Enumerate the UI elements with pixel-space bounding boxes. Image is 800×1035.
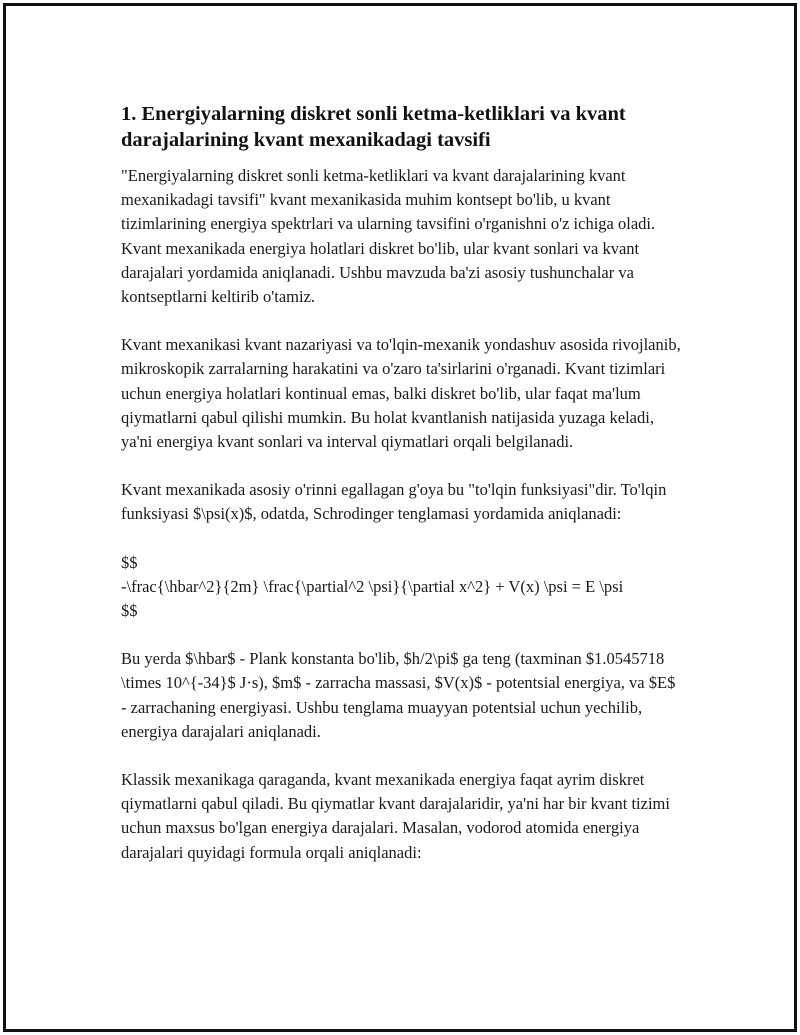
formula-body: -\frac{\hbar^2}{2m} \frac{\partial^2 \psi}{\partial x^2} + V(x) \psi = E \psi	[121, 576, 624, 596]
document-body	[121, 101, 681, 889]
paragraph-equation-terms: Bu yerda $\hbar$ - Plank konstanta bo'lib, $h/2\pi$ ga teng (taxminan $1.0545718 \times 10^{-34}$ J·s), $m$ - zarracha massasi, $V(x)$ - potentsial energiya, va $E$ - zarrachaning energiyasi. Ushbu tenglama muayyan potentsial uchun yechilib, energiya darajalari aniqlanadi.	[121, 649, 676, 741]
schrodinger-equation	[121, 551, 681, 624]
paragraph-wave-function: Kvant mexanikada asosiy o'rinni egallagan g'oya bu "to'lqin funksiyasi"dir. To'lqin funksiyasi $\psi(x)$, odatda, Schrodinger tenglamasi yordamida aniqlanadi:	[121, 480, 667, 524]
paragraph-quantum-mechanics: Kvant mexanikasi kvant nazariyasi va to'lqin-mexanik yondashuv asosida rivojlanib, mikroskopik zarralarning harakatini va o'zaro ta'sirlarini o'rganadi. Kvant tizimlari uchun energiya holatlari kontinual emas, balki diskret bo'lib, ular faqat ma'lum qiymatlarni qabul qilishi mumkin. Bu holat kvantlanish natijasida yuzaga keladi, ya'ni energiya kvant sonlari va interval qiymatlari orqali belgilanadi.	[121, 335, 681, 452]
formula-close-delimiter: $$	[121, 601, 138, 621]
page-frame	[3, 3, 797, 1032]
paragraph-discrete-levels: Klassik mexanikaga qaraganda, kvant mexanikada energiya faqat ayrim diskret qiymatlarni qabul qiladi. Bu qiymatlar kvant darajalaridir, ya'ni har bir kvant tizimi uchun maxsus bo'lgan energiya darajalari. Masalan, vodorod atomida energiya darajalari quyidagi formula orqali aniqlanadi:	[121, 770, 670, 862]
formula-open-delimiter: $$	[121, 552, 138, 572]
paragraph-intro: "Energiyalarning diskret sonli ketma-ketliklari va kvant darajalarining kvant mexanikadagi tavsifi" kvant mexanikasida muhim kontsept bo'lib, u kvant tizimlarining energiya spektrlari va ularning tavsifini o'rganishni o'z ichiga oladi. Kvant mexanikada energiya holatlari diskret bo'lib, ular kvant sonlari va kvant darajalari yordamida aniqlanadi. Ushbu mavzuda ba'zi asosiy tushunchalar va kontseptlarni keltirib o'tamiz.	[121, 166, 656, 307]
section-heading: 1. Energiyalarning diskret sonli ketma-ketliklari va kvant darajalarining kvant mexanikadagi tavsifi	[121, 103, 626, 151]
